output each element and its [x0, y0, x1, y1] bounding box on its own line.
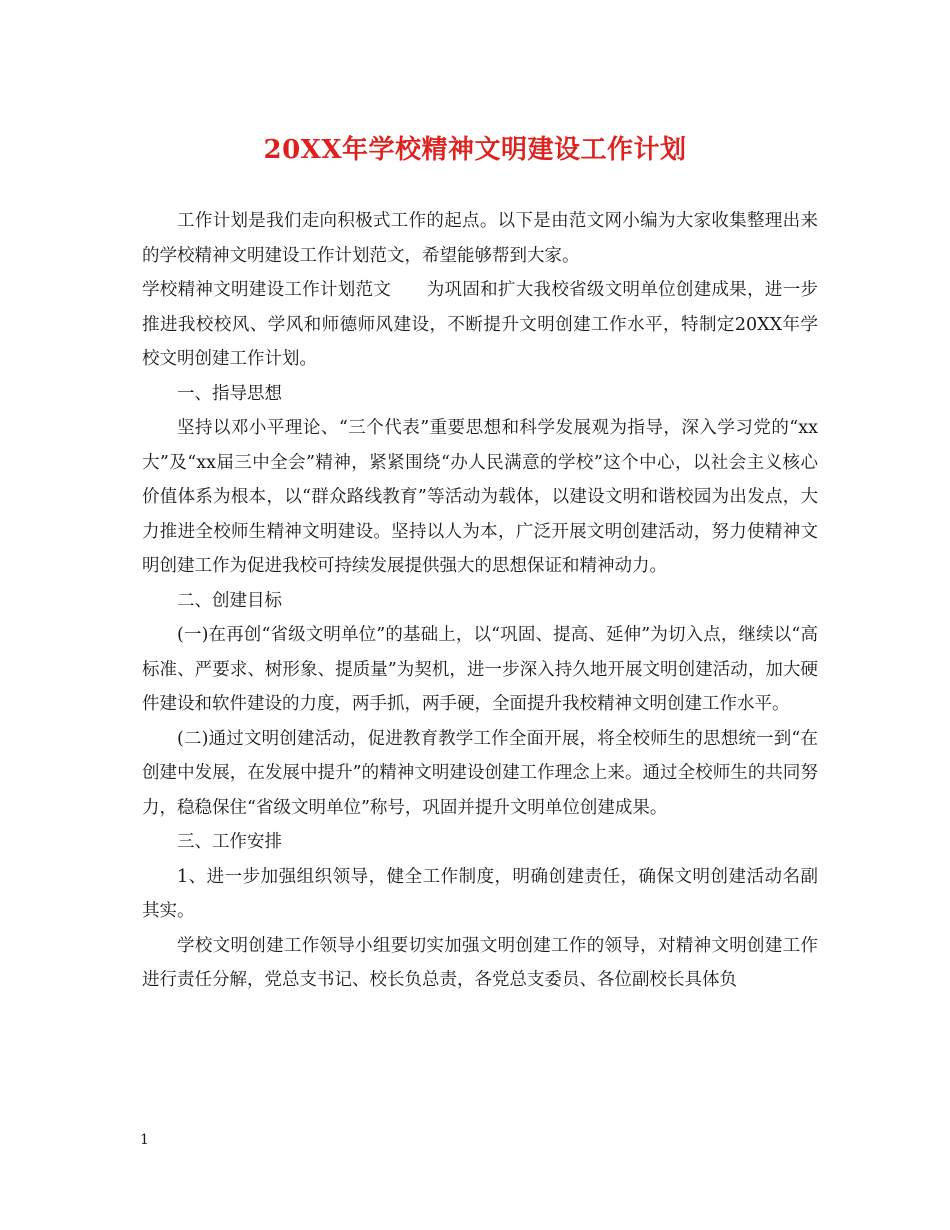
- document-body: [142, 204, 818, 998]
- paragraph-guiding-ideology: 坚持以邓小平理论、“三个代表”重要思想和科学发展观为指导，深入学习党的“xx大”及“xx届三中全会”精神，紧紧围绕“办人民满意的学校”这个中心，以社会主义核心价值体系为根本，以“群众路线教育”等活动为载体，以建设文明和谐校园为出发点，大力推进全校师生精神文明建设。坚持以人为本，广泛开展文明创建活动，努力使精神文明创建工作为促进我校可持续发展提供强大的思想保证和精神动力。: [142, 418, 818, 576]
- paragraph-goal-2: (二)通过文明创建活动，促进教育教学工作全面开展，将全校师生的思想统一到“在创建中发展，在发展中提升”的精神文明建设创建工作理念上来。通过全校师生的共同努力，稳稳保住“省级文明单位”称号，巩固并提升文明单位创建成果。: [142, 728, 818, 818]
- page-number: 1: [140, 1132, 149, 1148]
- paragraph-arrangement-1: 1、进一步加强组织领导，健全工作制度，明确创建责任，确保文明创建活动名副其实。: [142, 866, 818, 921]
- paragraph-intro: 工作计划是我们走向积极式工作的起点。以下是由范文网小编为大家收集整理出来的学校精神文明建设工作计划范文，希望能够帮到大家。: [142, 211, 818, 266]
- section-heading-goals: 二、创建目标: [177, 590, 282, 611]
- document-title: 20XX年学校精神文明建设工作计划: [263, 135, 687, 165]
- paragraph-goal-1: (一)在再创“省级文明单位”的基础上，以“巩固、提高、延伸”为切入点，继续以“高标准、严要求、树形象、提质量”为契机，进一步深入持久地开展文明创建活动，加大硬件建设和软件建设的力度，两手抓，两手硬，全面提升我校精神文明创建工作水平。: [142, 625, 818, 714]
- section-heading-arrangements: 三、工作安排: [177, 832, 282, 852]
- paragraph-preface: 学校精神文明建设工作计划范文 为巩固和扩大我校省级文明单位创建成果，进一步推进我校校风、学风和师德师风建设，不断提升文明创建工作水平，特制定20XX年学校文明创建工作计划。: [142, 280, 818, 369]
- section-heading-guiding-ideology: 一、指导思想: [177, 383, 282, 404]
- paragraph-leadership: 学校文明创建工作领导小组要切实加强文明创建工作的领导，对精神文明创建工作进行责任分解，党总支书记、校长负总责，各党总支委员、各位副校长具体负: [142, 935, 818, 990]
